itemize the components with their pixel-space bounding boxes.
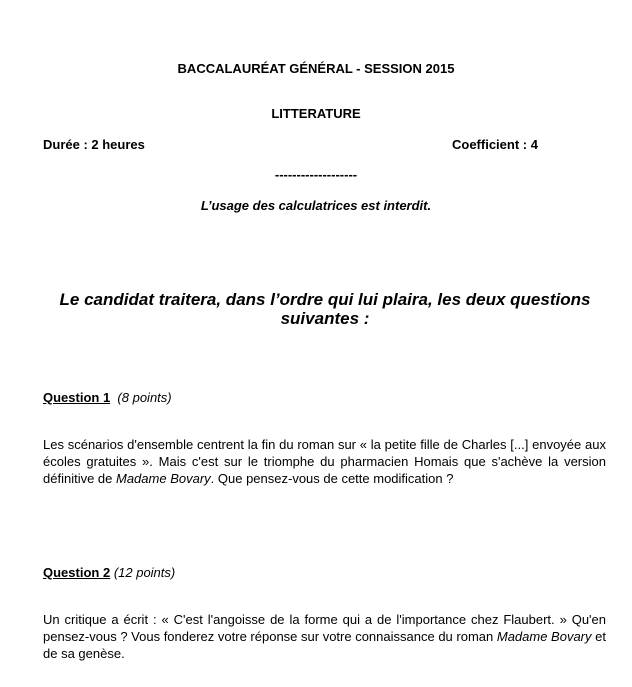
question-1-label: Question 1	[43, 390, 111, 405]
question-1-book-title: Madame Bovary	[116, 471, 211, 486]
candidate-instruction: Le candidat traitera, dans l’ordre qui lui plaira, les deux questions suivantes :	[59, 290, 591, 328]
question-2-text	[43, 611, 606, 662]
question-1-text-part1: Les scénarios d'ensemble centrent la fin du roman sur « la petite fille de Charles [...] envoyée aux écoles gratuites ». Mais c'est sur le triomphe du pharmacien Homais que s'achève la version définitive de	[43, 437, 606, 486]
question-1-heading	[43, 390, 172, 405]
question-1-text-part2: . Que pensez-vous de cette modification ?	[210, 471, 454, 486]
question-2-book-title: Madame Bovary	[496, 629, 592, 644]
separator-dashes: -------------------	[274, 167, 358, 182]
question-2-label: Question 2	[43, 565, 111, 580]
question-2-heading	[43, 565, 175, 580]
coefficient-label: Coefficient : 4	[452, 137, 538, 152]
question-1-points: (8 points)	[117, 390, 172, 405]
exam-title: BACCALAURÉAT GÉNÉRAL - SESSION 2015	[177, 61, 455, 76]
question-1-text	[43, 436, 606, 487]
question-2-text-part1: Un critique a écrit : « C'est l'angoisse de la forme qui a de l'importance chez Flaubert. » Qu'en pensez-vous ? Vous fonderez votre réponse sur votre connaissance du roman	[43, 612, 606, 644]
duration-label: Durée : 2 heures	[43, 137, 145, 152]
subject-title: LITTERATURE	[271, 106, 361, 121]
question-2-points: (12 points)	[113, 565, 176, 580]
calculator-notice: L’usage des calculatrices est interdit.	[200, 198, 432, 213]
question-2-text-part2: et de sa genèse.	[43, 629, 606, 661]
